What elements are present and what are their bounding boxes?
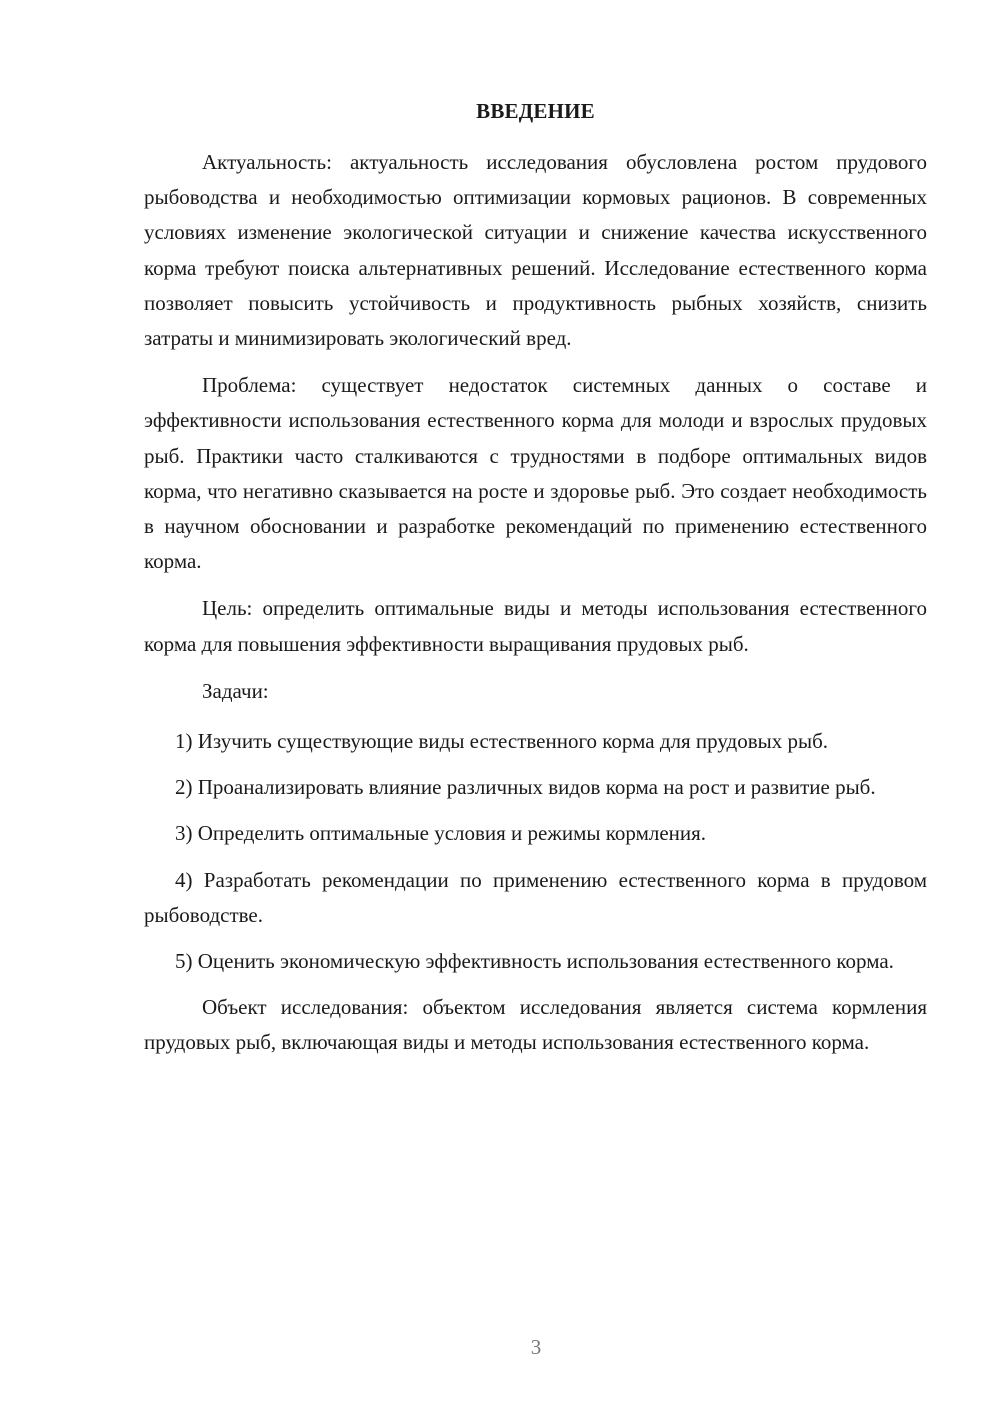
section-heading: ВВЕДЕНИЕ: [476, 99, 595, 123]
page-content: [144, 96, 927, 1073]
paragraph-relevance: Актуальность: актуальность исследования обусловлена ростом прудового рыбоводства и необходимостью оптимизации кормовых рационов. В современных условиях изменение экологической ситуации и снижение качества искусственного корма требуют поиска альтернативных решений. Исследование естественного корма позволяет повысить устойчивость и продуктивность рыбных хозяйств, снизить затраты и минимизировать экологический вред.: [144, 150, 927, 351]
paragraph-object: Объект исследования: объектом исследования является система кормления прудовых рыб, включающая виды и методы использования естественного корма.: [144, 995, 927, 1055]
list-item: 4) Разработать рекомендации по применению естественного корма в прудовом рыбоводстве.: [144, 867, 927, 927]
list-item: 5) Оценить экономическую эффективность использования естественного корма.: [175, 949, 894, 974]
page-number: 3: [530, 1335, 542, 1359]
list-item: 2) Проанализировать влияние различных видов корма на рост и развитие рыб.: [175, 775, 876, 800]
list-item: 1) Изучить существующие виды естественного корма для прудовых рыб.: [175, 729, 829, 754]
list-item: 3) Определить оптимальные условия и режимы кормления.: [175, 821, 707, 846]
paragraph-problem: Проблема: существует недостаток системных данных о составе и эффективности использования естественного корма для молоди и взрослых прудовых рыб. Практики часто сталкиваются с трудностями в подборе оптимальных видов корма, что негативно сказывается на росте и здоровье рыб. Это создает необходимость в научном обосновании и разработке рекомендаций по применению естественного корма.: [144, 373, 927, 574]
tasks-label: Задачи:: [202, 678, 269, 703]
paragraph-goal: Цель: определить оптимальные виды и методы использования естественного корма для повышения эффективности выращивания прудовых рыб.: [144, 596, 927, 656]
tasks-list: [144, 724, 927, 979]
